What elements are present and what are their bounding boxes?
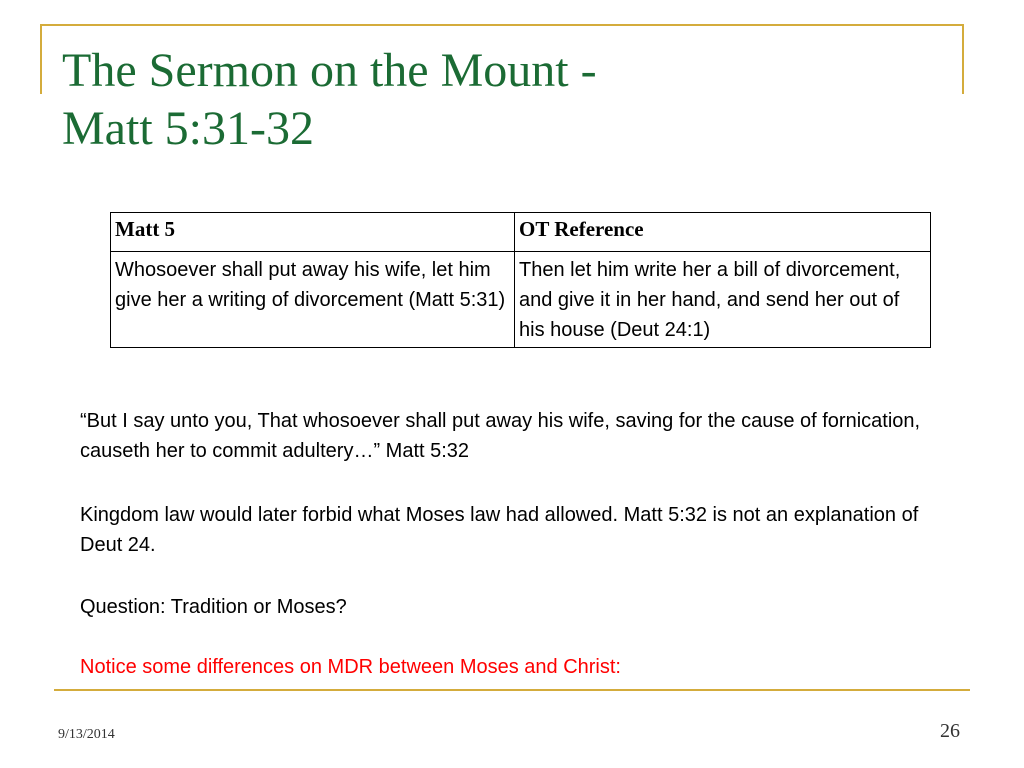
page-number: 26 bbox=[940, 720, 960, 742]
frame-left-line bbox=[40, 24, 42, 94]
frame-bottom-line bbox=[54, 689, 970, 691]
frame-right-line bbox=[962, 24, 964, 94]
kingdom-law-paragraph: Kingdom law would later forbid what Moses law had allowed. Matt 5:32 is not an explanation of Deut 24. bbox=[80, 504, 919, 556]
question-paragraph: Question: Tradition or Moses? bbox=[80, 596, 347, 618]
cell-matt5-text: Whosoever shall put away his wife, let him give her a writing of divorcement (Matt 5:31) bbox=[111, 252, 515, 348]
header-ot-reference: OT Reference bbox=[515, 213, 931, 252]
header-matt5: Matt 5 bbox=[111, 213, 515, 252]
footer-date: 9/13/2014 bbox=[58, 727, 115, 742]
table-header-row bbox=[111, 213, 931, 252]
reference-table bbox=[110, 212, 931, 348]
cell-ot-text: Then let him write her a bill of divorcement, and give it in her hand, and send her out of his house (Deut 24:1) bbox=[515, 252, 931, 348]
slide-title bbox=[62, 42, 942, 158]
frame-top-line bbox=[40, 24, 964, 26]
table-row bbox=[111, 252, 931, 348]
quote-paragraph: “But I say unto you, That whosoever shall put away his wife, saving for the cause of fornication, causeth her to commit adultery…” Matt 5:32 bbox=[80, 410, 921, 462]
title-line-1: The Sermon on the Mount - bbox=[62, 44, 597, 97]
notice-paragraph: Notice some differences on MDR between Moses and Christ: bbox=[80, 656, 621, 678]
title-line-2: Matt 5:31-32 bbox=[62, 102, 314, 155]
